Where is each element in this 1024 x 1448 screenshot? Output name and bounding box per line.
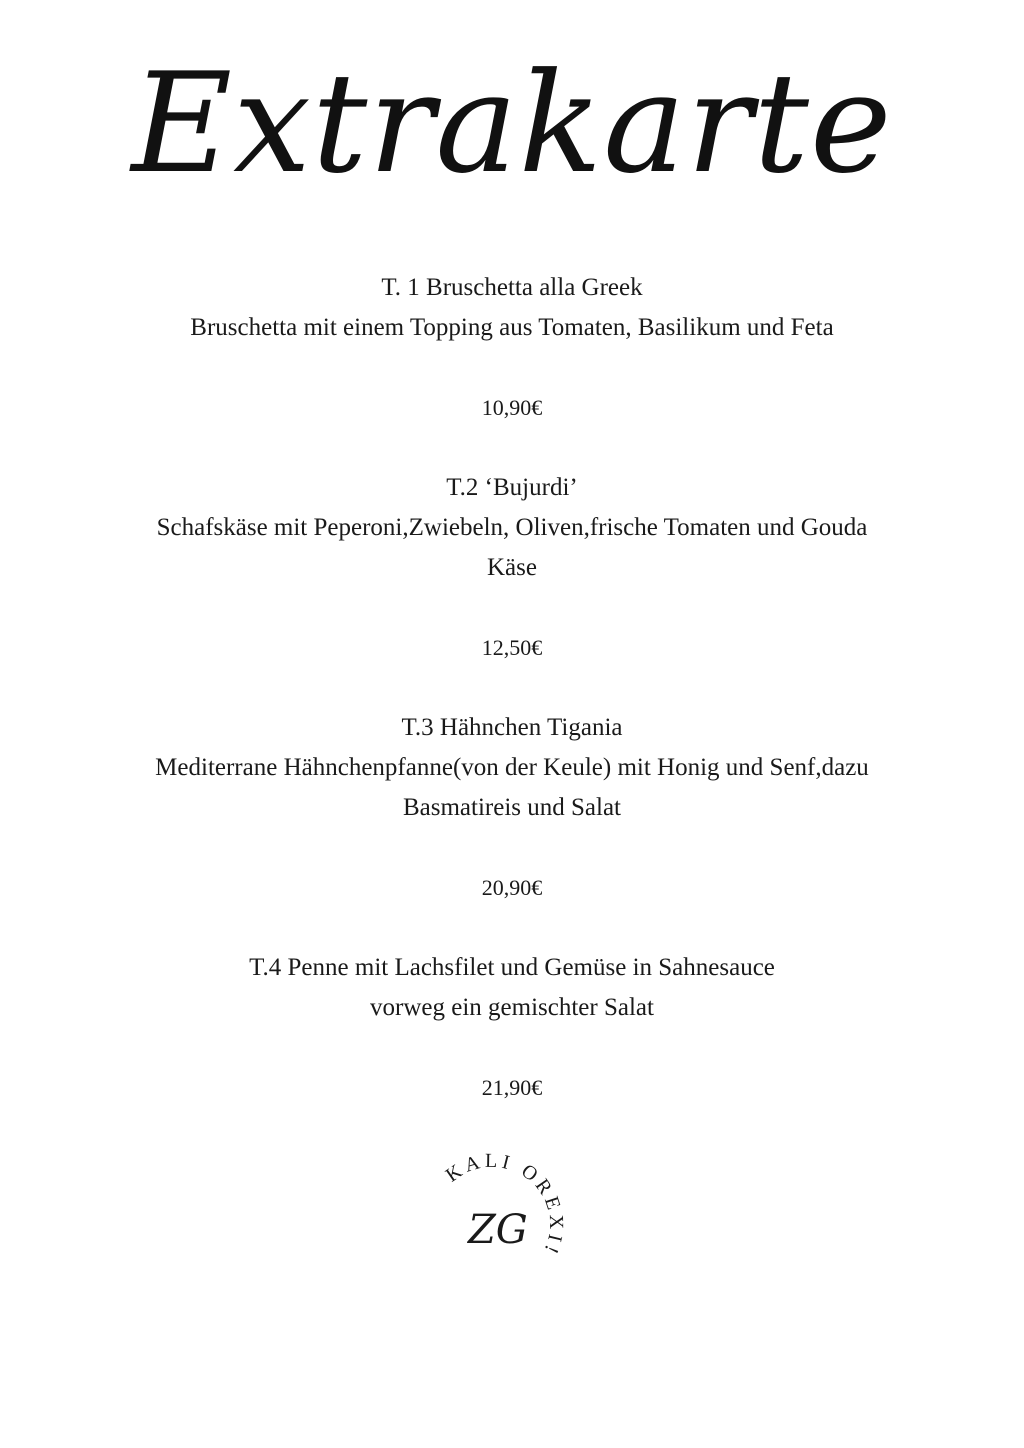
- menu-item: [0, 948, 1024, 1108]
- item-description: Mediterrane Hähnchenpfanne(von der Keule) mit Honig und Senf,dazu Basmatireis und Salat: [155, 754, 869, 821]
- item-price: 10,90€: [481, 395, 543, 420]
- item-price: 12,50€: [481, 635, 543, 660]
- page-title: Extrakarte: [131, 43, 893, 204]
- menu-item: [0, 268, 1024, 428]
- item-price: 21,90€: [481, 1075, 543, 1100]
- item-name: T. 1 Bruschetta alla Greek: [381, 274, 643, 301]
- menu-item: [0, 468, 1024, 668]
- item-description: Bruschetta mit einem Topping aus Tomaten, Basilikum und Feta: [190, 314, 834, 341]
- seal-text-path: KALI OREXI!: [441, 1149, 568, 1261]
- item-description: vorweg ein gemischter Salat: [370, 994, 654, 1021]
- menu-item: [0, 708, 1024, 908]
- menu-list: [0, 268, 1024, 1148]
- item-name: T.3 Hähnchen Tigania: [401, 714, 623, 741]
- item-price: 20,90€: [481, 875, 543, 900]
- restaurant-seal: [412, 1135, 592, 1285]
- item-description: Schafskäse mit Peperoni,Zwiebeln, Oliven,frische Tomaten und Gouda Käse: [156, 514, 868, 581]
- item-name: T.2 ‘Bujurdi’: [446, 474, 578, 501]
- item-name: T.4 Penne mit Lachsfilet und Gemüse in Sahnesauce: [249, 954, 775, 981]
- seal-monogram: ZG: [468, 1207, 528, 1253]
